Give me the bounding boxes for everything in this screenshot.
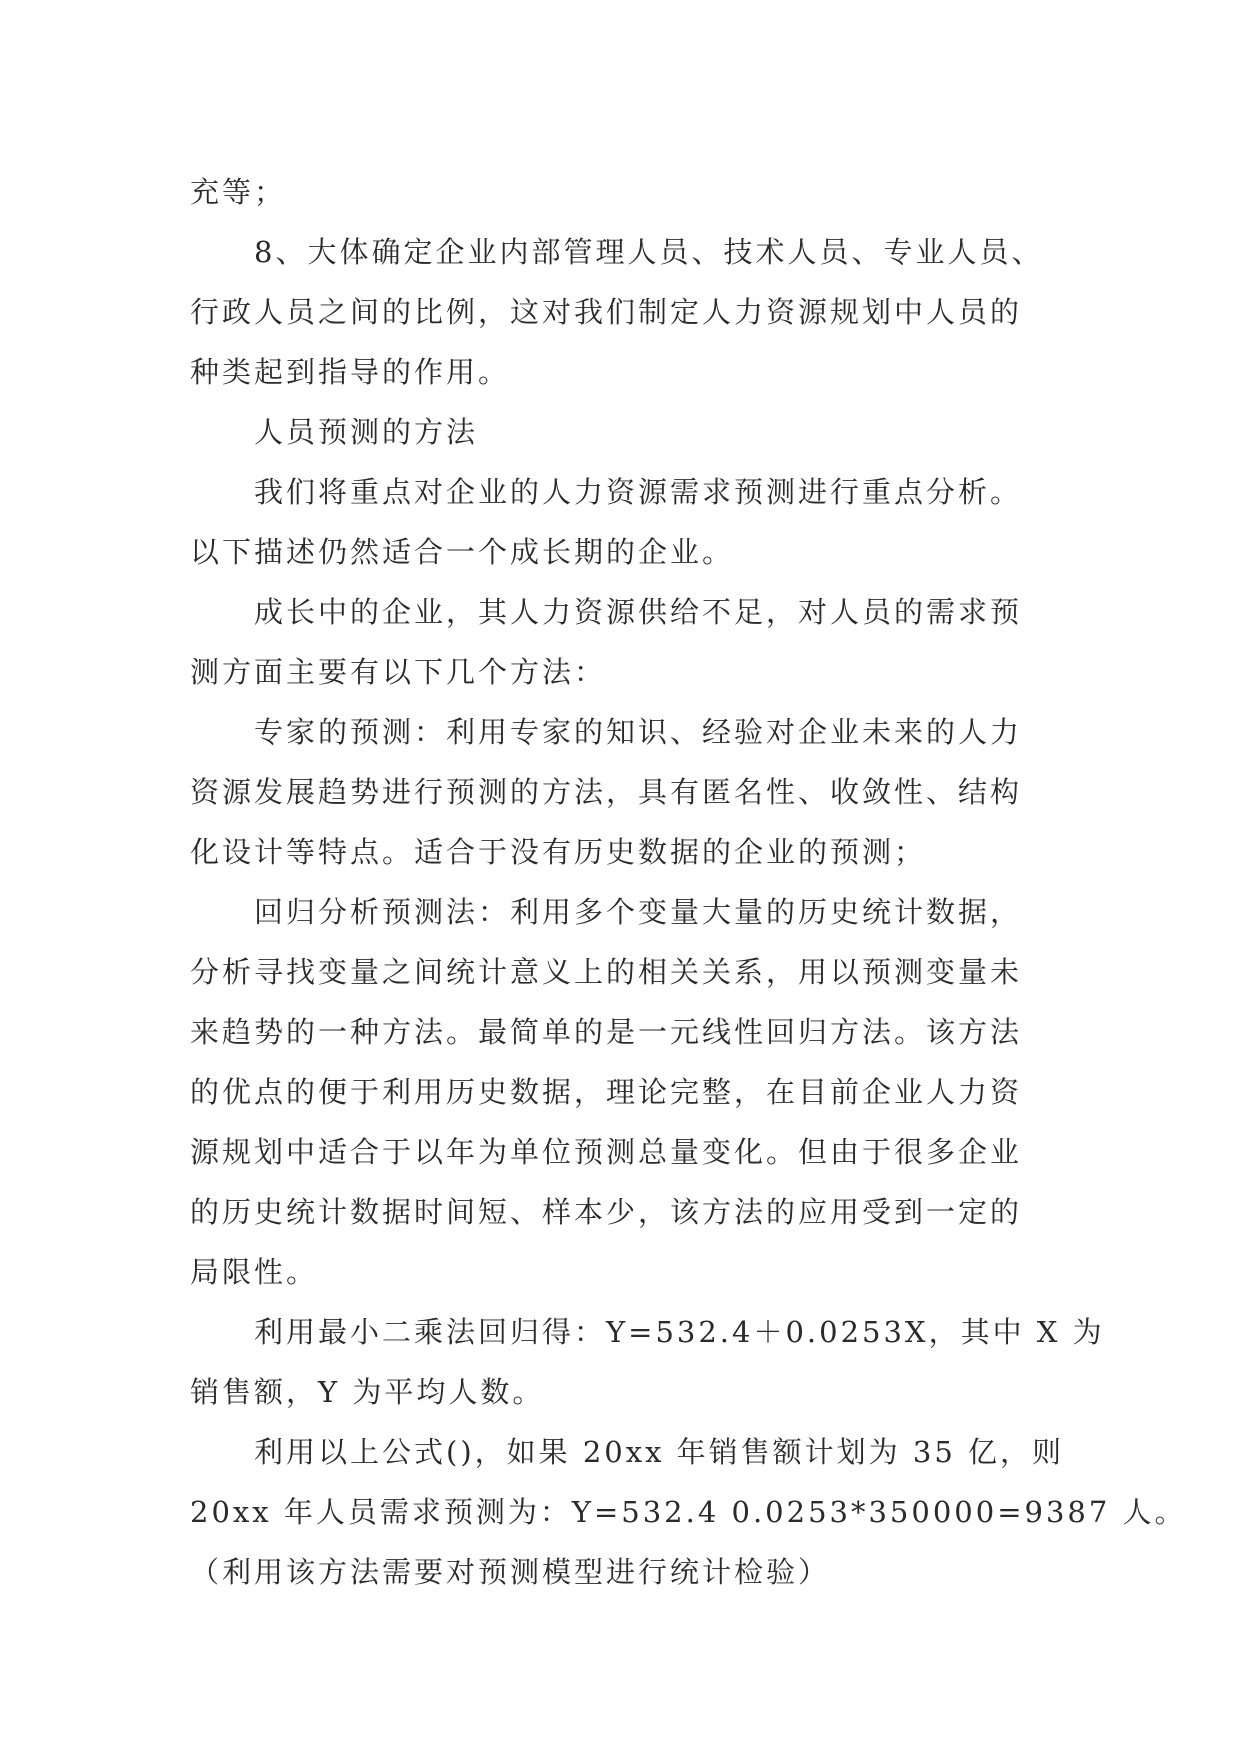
text-line: 种类起到指导的作用。 <box>190 355 511 389</box>
text-line: 来趋势的一种方法。最简单的是一元线性回归方法。该方法 <box>190 1015 1023 1049</box>
document-body <box>190 162 1187 1602</box>
text-line: 成长中的企业，其人力资源供给不足，对人员的需求预 <box>254 595 1023 629</box>
text-line: 资源发展趋势进行预测的方法，具有匿名性、收敛性、结构 <box>190 775 1023 809</box>
text-line: 我们将重点对企业的人力资源需求预测进行重点分析。 <box>254 475 1023 509</box>
text-line: 行政人员之间的比例，这对我们制定人力资源规划中人员的 <box>190 295 1023 329</box>
text-line: 源规划中适合于以年为单位预测总量变化。但由于很多企业 <box>190 1135 1023 1169</box>
text-line: 充等； <box>190 175 287 209</box>
text-line: 化设计等特点。适合于没有历史数据的企业的预测； <box>190 835 927 869</box>
text-line: 以下描述仍然适合一个成长期的企业。 <box>190 535 735 569</box>
text-line: 利用以上公式()，如果 20xx 年销售额计划为 35 亿，则 <box>254 1435 1065 1469</box>
text-line: 8、大体确定企业内部管理人员、技术人员、专业人员、 <box>254 235 1044 269</box>
text-line: 测方面主要有以下几个方法： <box>190 655 607 689</box>
text-line: 利用最小二乘法回归得：Y=532.4＋0.0253X，其中 X 为 <box>254 1315 1105 1349</box>
text-line: 的优点的便于利用历史数据，理论完整，在目前企业人力资 <box>190 1075 1023 1109</box>
text-line: 专家的预测：利用专家的知识、经验对企业未来的人力 <box>254 715 1023 749</box>
text-line: 的历史统计数据时间短、样本少，该方法的应用受到一定的 <box>190 1195 1023 1229</box>
text-line: 分析寻找变量之间统计意义上的相关关系，用以预测变量未 <box>190 955 1023 989</box>
text-line: 回归分析预测法：利用多个变量大量的历史统计数据， <box>254 895 1023 929</box>
text-line: 20xx 年人员需求预测为：Y=532.4 0.0253*350000=9387 人。 <box>190 1495 1187 1529</box>
text-line: 销售额，Y 为平均人数。 <box>190 1375 545 1409</box>
text-line: 人员预测的方法 <box>254 415 479 449</box>
text-line: 局限性。 <box>190 1255 319 1289</box>
text-line: （利用该方法需要对预测模型进行统计检验） <box>190 1555 831 1589</box>
